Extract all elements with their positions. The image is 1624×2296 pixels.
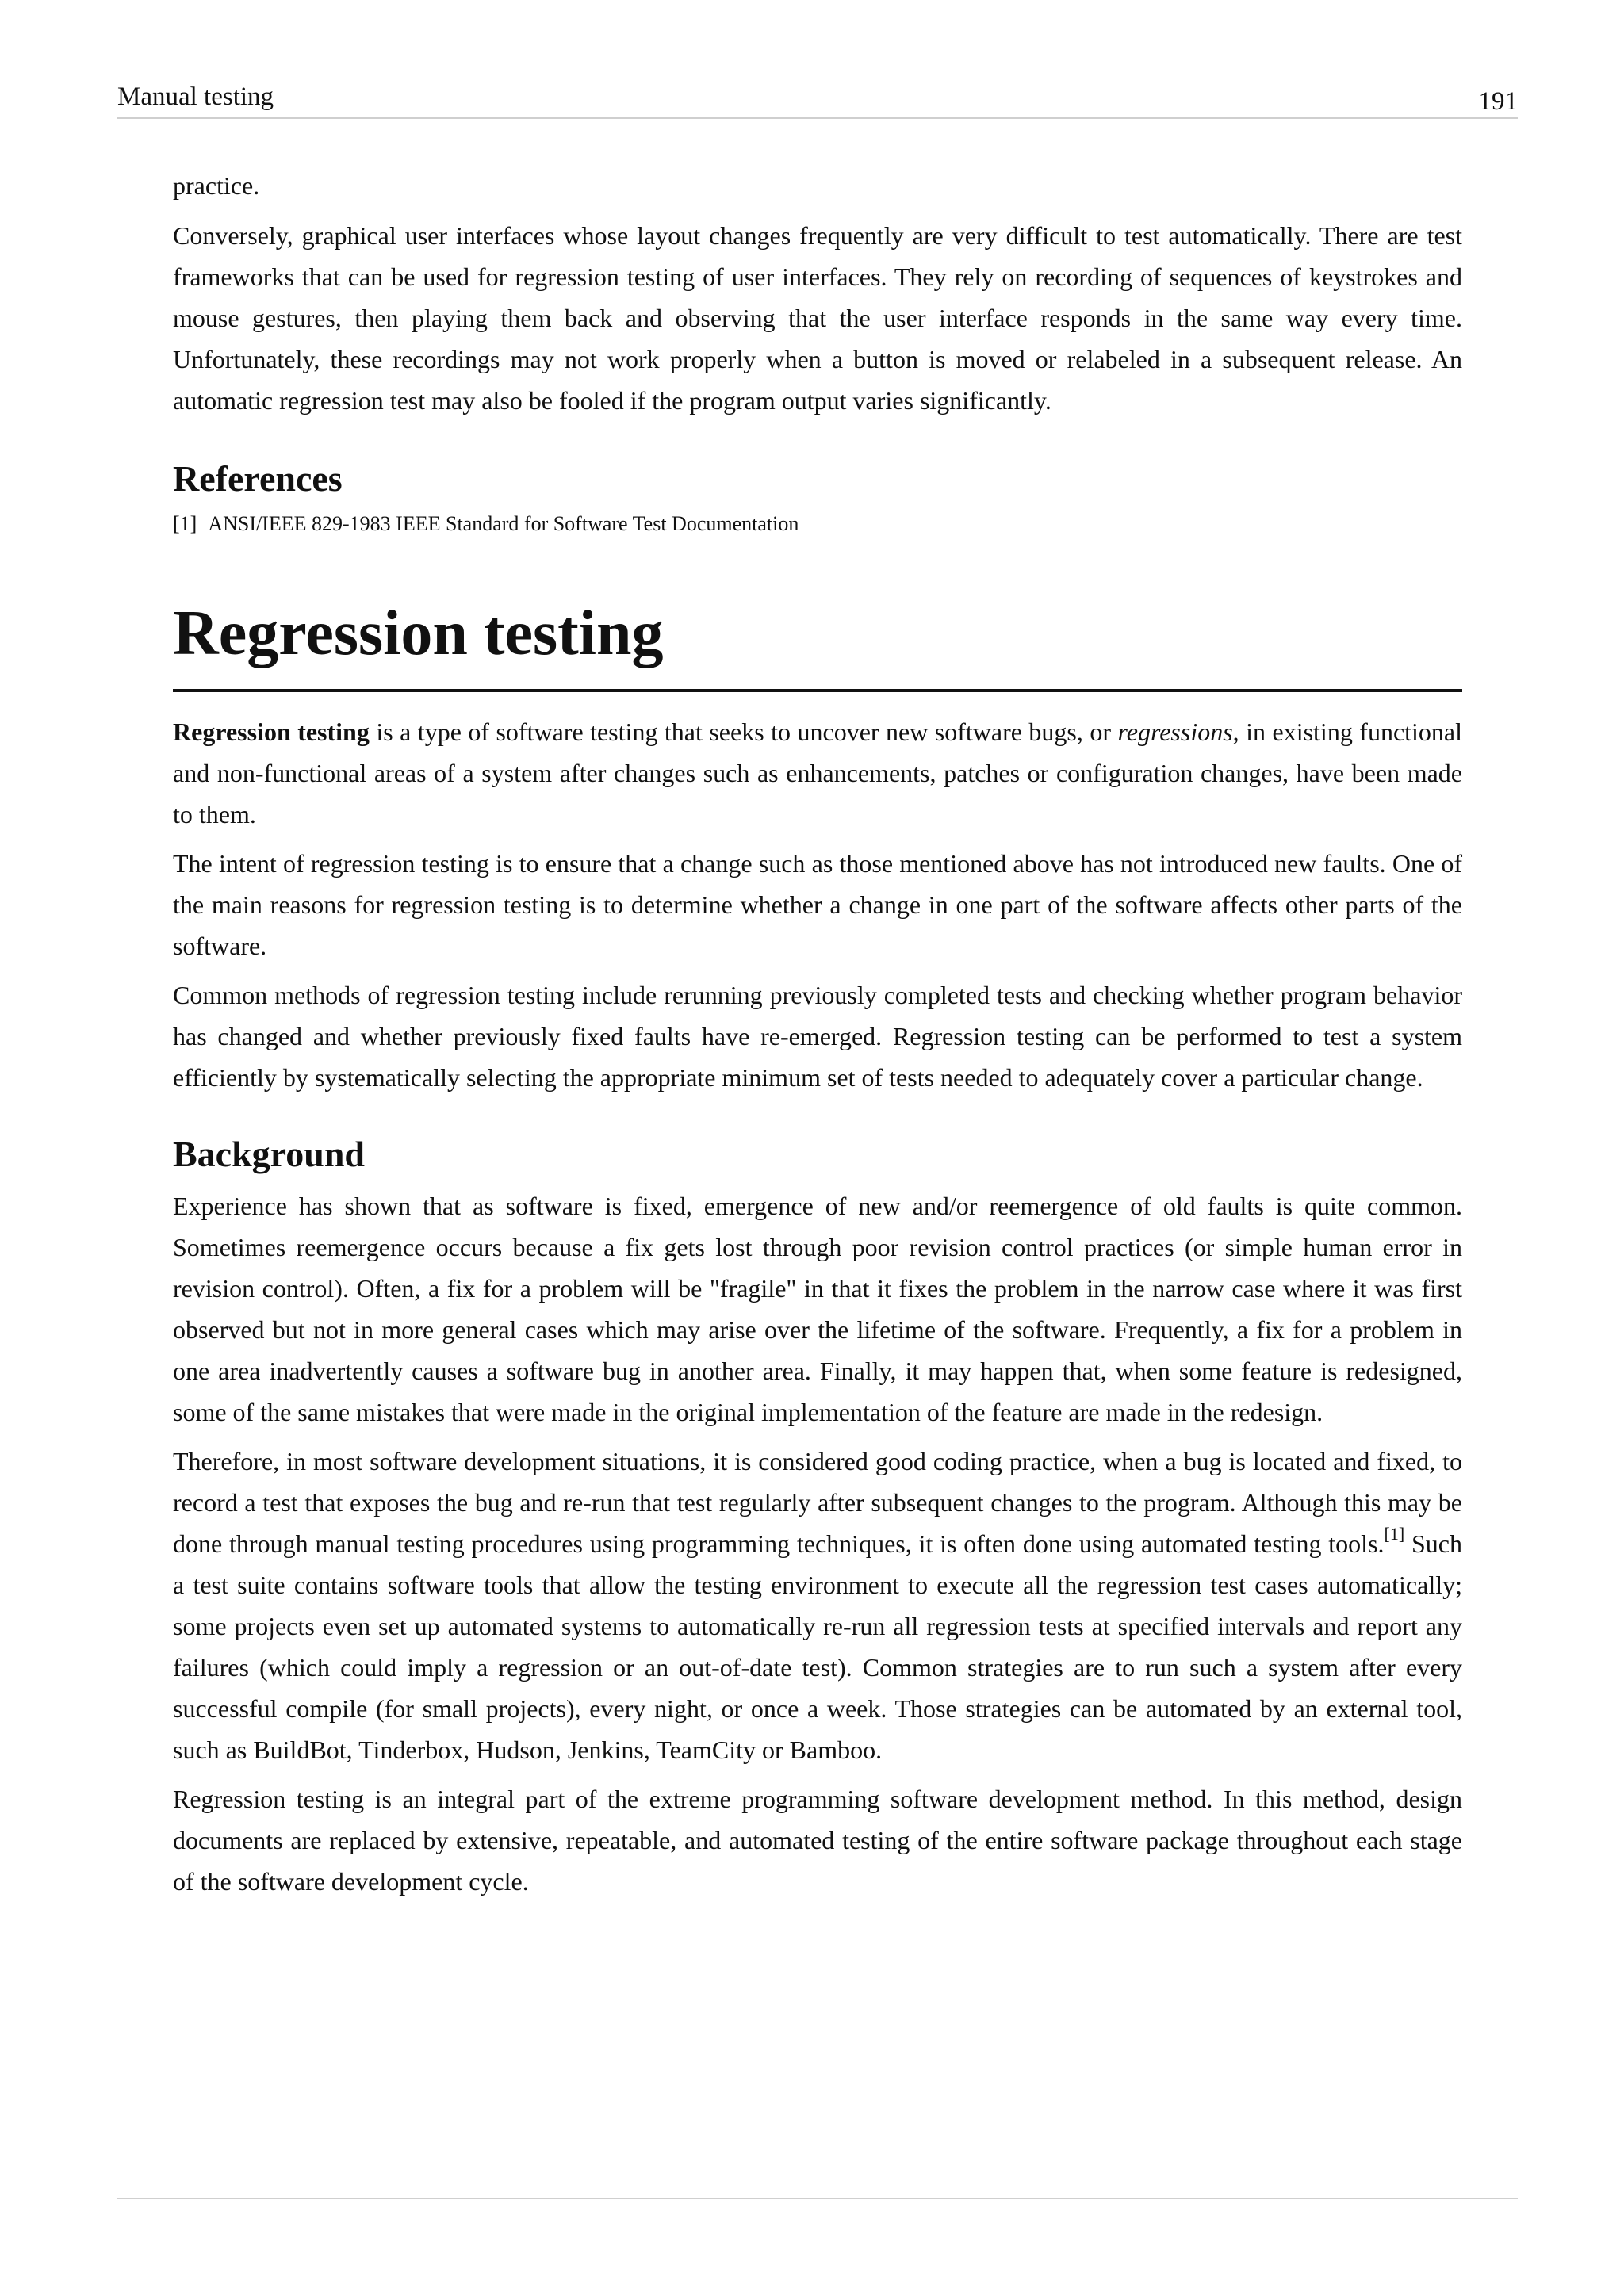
intro-bold-term: Regression testing — [173, 718, 370, 746]
reference-item — [173, 510, 1462, 538]
article-paragraph: The intent of regression testing is to ensure that a change such as those mentioned above has not introduced new faults. One of the main reasons for regression testing is to determine whether a change in one part of the software affects other parts of the software. — [173, 849, 1462, 960]
page-number: 191 — [1478, 87, 1518, 116]
page-content — [173, 165, 1462, 1910]
background-text-before-citation: Therefore, in most software development situations, it is considered good coding practice, when a bug is located and fixed, to record a test that exposes the bug and re-run that test regularly after subsequent changes to the program. Although this may be done through manual testing procedures using programming techniques, it is often done using automated testing tools. — [173, 1447, 1462, 1558]
reference-text: ANSI/IEEE 829-1983 IEEE Standard for Software Test Documentation — [208, 512, 799, 535]
citation-link[interactable]: [1] — [1384, 1524, 1405, 1544]
continuation-first-line: practice. — [173, 171, 260, 200]
running-header — [117, 78, 1518, 119]
intro-text-after-em: , in existing functional and non-functional areas of a system after changes such as enhancements, patches or configuration changes, have been made to them. — [173, 718, 1463, 828]
background-paragraph-with-citation — [173, 1441, 1462, 1770]
intro-paragraph — [173, 711, 1462, 835]
background-paragraph: Regression testing is an integral part of the extreme programming software development method. In this method, design documents are replaced by extensive, repeatable, and automated testing of the entire software package throughout each stage of the software development cycle. — [173, 1785, 1462, 1896]
background-heading: Background — [173, 1134, 366, 1174]
intro-text-before-em: is a type of software testing that seeks to uncover new software bugs, or — [369, 718, 1118, 746]
background-paragraph: Experience has shown that as software is fixed, emergence of new and/or reemergence of old faults is quite common. Sometimes reemergence occurs because a fix gets lost through poor revision control practices (or simple human error in revision control). Often, a fix for a problem will be "fragile" in that it fixes the problem in the narrow case where it was first observed but not in more general cases which may arise over the lifetime of the software. Frequently, a fix for a problem in one area inadvertently causes a software bug in another area. Finally, it may happen that, when some feature is redesigned, some of the same mistakes that were made in the original implementation of the feature are made in the redesign. — [173, 1192, 1462, 1426]
running-title: Manual testing — [117, 82, 274, 111]
continuation-paragraph: Conversely, graphical user interfaces whose layout changes frequently are very difficult to test automatically. There are test frameworks that can be used for regression testing of user interfaces. They rely on recording of sequences of keystrokes and mouse gestures, then playing them back and observing that the user interface responds in the same way every time. Unfortunately, these recordings may not work properly when a button is moved or relabeled in a subsequent release. An automatic regression test may also be fooled if the program output varies significantly. — [173, 221, 1462, 415]
references-list — [173, 510, 1462, 538]
article-title: Regression testing — [173, 592, 1462, 692]
footer-rule — [117, 2198, 1518, 2199]
intro-em-term: regressions — [1117, 718, 1233, 746]
background-text-after-citation: Such a test suite contains software tools that allow the testing environment to execute all the regression test cases automatically; some projects even set up automated systems to automatically re-run all regression tests at specified intervals and report any failures (which could imply a regression or an out-of-date test). Common strategies are to run such a system after every successful compile (for small projects), every night, or once a week. Those strategies can be automated by an external tool, such as BuildBot, Tinderbox, Hudson, Jenkins, TeamCity or Bamboo. — [173, 1529, 1463, 1764]
article-paragraph: Common methods of regression testing include rerunning previously completed tests and checking whether program behavior has changed and whether previously fixed faults have re-emerged. Regression testing can be performed to test a system efficiently by systematically selecting the appropriate minimum set of tests needed to adequately cover a particular change. — [173, 981, 1462, 1092]
reference-label: [1] — [173, 512, 197, 535]
references-heading: References — [173, 458, 343, 499]
